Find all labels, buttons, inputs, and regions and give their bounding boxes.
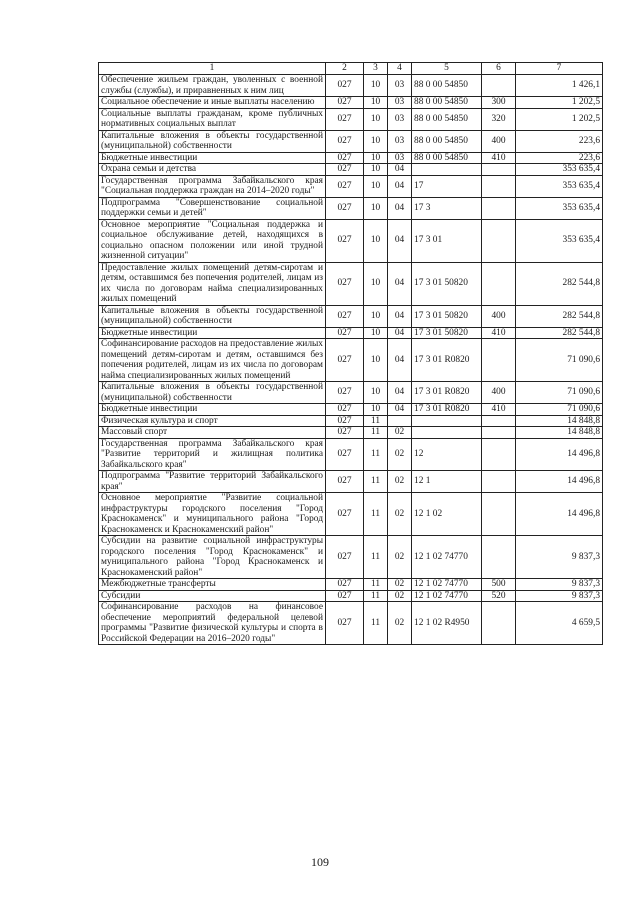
section-code-cell: 11 — [364, 536, 388, 579]
table-row — [99, 404, 603, 416]
expense-name-cell: Подпрограмма "Совершенствование социальной поддержки семьи и детей" — [99, 197, 326, 219]
expense-name-cell: Бюджетные инвестиции — [99, 404, 326, 416]
amount-cell: 14 496,8 — [516, 438, 603, 471]
section-code-cell: 10 — [364, 382, 388, 404]
expense-type-cell — [482, 175, 516, 197]
ministry-code-cell: 027 — [326, 382, 364, 404]
amount-cell: 1 426,1 — [516, 75, 603, 97]
table-row — [99, 305, 603, 327]
expense-type-cell — [482, 197, 516, 219]
expense-type-cell: 400 — [482, 305, 516, 327]
amount-cell: 9 837,3 — [516, 579, 603, 591]
expense-type-cell: 320 — [482, 108, 516, 130]
ministry-code-cell: 027 — [326, 590, 364, 602]
amount-cell: 1 202,5 — [516, 108, 603, 130]
section-code-cell: 10 — [364, 164, 388, 176]
budget-table — [98, 62, 603, 645]
subsection-code-cell: 02 — [388, 602, 412, 645]
table-row — [99, 219, 603, 262]
subsection-code-cell: 03 — [388, 130, 412, 152]
expense-name-cell: Подпрограмма "Развитие территорий Забайкальского края" — [99, 471, 326, 493]
amount-cell: 14 496,8 — [516, 471, 603, 493]
table-row — [99, 152, 603, 164]
subsection-code-cell: 04 — [388, 339, 412, 382]
ministry-code-cell: 027 — [326, 262, 364, 305]
expense-type-cell: 500 — [482, 579, 516, 591]
target-article-cell: 12 1 02 — [412, 493, 482, 536]
ministry-code-cell: 027 — [326, 197, 364, 219]
subsection-code-cell: 03 — [388, 97, 412, 109]
expense-type-cell — [482, 471, 516, 493]
amount-cell: 353 635,4 — [516, 219, 603, 262]
target-article-cell: 17 3 — [412, 197, 482, 219]
expense-name-cell: Государственная программа Забайкальского края "Социальная поддержка граждан на 2014–2020 годы" — [99, 175, 326, 197]
section-code-cell: 10 — [364, 108, 388, 130]
expense-name-cell: Капитальные вложения в объекты государственной (муниципальной) собственности — [99, 305, 326, 327]
target-article-cell: 88 0 00 54850 — [412, 75, 482, 97]
subsection-code-cell: 04 — [388, 327, 412, 339]
amount-cell: 1 202,5 — [516, 97, 603, 109]
target-article-cell: 88 0 00 54850 — [412, 97, 482, 109]
target-article-cell: 17 3 01 R0820 — [412, 382, 482, 404]
target-article-cell: 12 — [412, 438, 482, 471]
subsection-code-cell: 04 — [388, 404, 412, 416]
ministry-code-cell: 027 — [326, 602, 364, 645]
ministry-code-cell: 027 — [326, 327, 364, 339]
ministry-code-cell: 027 — [326, 427, 364, 439]
subsection-code-cell: 04 — [388, 175, 412, 197]
table-row — [99, 327, 603, 339]
expense-name-cell: Бюджетные инвестиции — [99, 327, 326, 339]
table-row — [99, 602, 603, 645]
section-code-cell: 11 — [364, 415, 388, 427]
expense-name-cell: Массовый спорт — [99, 427, 326, 439]
expense-name-cell: Бюджетные инвестиции — [99, 152, 326, 164]
expense-type-cell — [482, 339, 516, 382]
expense-name-cell: Социальные выплаты гражданам, кроме публичных нормативных социальных выплат — [99, 108, 326, 130]
expense-name-cell: Социальное обеспечение и иные выплаты населению — [99, 97, 326, 109]
expense-type-cell — [482, 75, 516, 97]
subsection-code-cell: 04 — [388, 382, 412, 404]
expense-type-cell: 410 — [482, 152, 516, 164]
subsection-code-cell: 02 — [388, 590, 412, 602]
expense-type-cell — [482, 493, 516, 536]
expense-name-cell: Основное мероприятие "Развитие социальной инфраструктуры городского поселения "Город Краснокаменск" и муниципального района "Город Краснокаменск и Краснокаменский район" — [99, 493, 326, 536]
target-article-cell — [412, 164, 482, 176]
expense-type-cell — [482, 219, 516, 262]
ministry-code-cell: 027 — [326, 404, 364, 416]
page-number: 109 — [311, 855, 329, 869]
table-row — [99, 75, 603, 97]
subsection-code-cell: 04 — [388, 197, 412, 219]
header-row — [99, 63, 603, 75]
subsection-code-cell — [388, 415, 412, 427]
ministry-code-cell: 027 — [326, 339, 364, 382]
table-row — [99, 97, 603, 109]
table-row — [99, 164, 603, 176]
table-row — [99, 427, 603, 439]
header-cell: 7 — [516, 63, 603, 75]
expense-name-cell: Государственная программа Забайкальского края "Развитие территорий и жилищная политика Забайкальского края" — [99, 438, 326, 471]
ministry-code-cell: 027 — [326, 75, 364, 97]
table-row — [99, 130, 603, 152]
section-code-cell: 10 — [364, 152, 388, 164]
amount-cell: 71 090,6 — [516, 339, 603, 382]
section-code-cell: 11 — [364, 438, 388, 471]
amount-cell: 282 544,8 — [516, 305, 603, 327]
expense-type-cell: 520 — [482, 590, 516, 602]
expense-name-cell: Основное мероприятие "Социальная поддержка и социальное обслуживание детей, находящихся в социально опасном положении или иной трудной жизненной ситуации" — [99, 219, 326, 262]
amount-cell: 223,6 — [516, 130, 603, 152]
ministry-code-cell: 027 — [326, 175, 364, 197]
header-cell: 6 — [482, 63, 516, 75]
ministry-code-cell: 027 — [326, 164, 364, 176]
expense-type-cell: 300 — [482, 97, 516, 109]
header-cell: 1 — [99, 63, 326, 75]
expense-type-cell — [482, 438, 516, 471]
expense-name-cell: Субсидии на развитие социальной инфраструктуры городского поселения "Город Краснокаменск" и муниципального района "Город Краснокаменск и Краснокаменский район" — [99, 536, 326, 579]
section-code-cell: 10 — [364, 404, 388, 416]
subsection-code-cell: 02 — [388, 536, 412, 579]
subsection-code-cell: 02 — [388, 579, 412, 591]
target-article-cell: 88 0 00 54850 — [412, 130, 482, 152]
expense-name-cell: Физическая культура и спорт — [99, 415, 326, 427]
amount-cell: 14 848,8 — [516, 415, 603, 427]
section-code-cell: 11 — [364, 471, 388, 493]
table-row — [99, 108, 603, 130]
header-cell: 4 — [388, 63, 412, 75]
amount-cell: 71 090,6 — [516, 404, 603, 416]
subsection-code-cell: 04 — [388, 262, 412, 305]
table-row — [99, 536, 603, 579]
section-code-cell: 10 — [364, 97, 388, 109]
ministry-code-cell: 027 — [326, 471, 364, 493]
section-code-cell: 10 — [364, 262, 388, 305]
expense-type-cell — [482, 415, 516, 427]
expense-type-cell: 400 — [482, 382, 516, 404]
target-article-cell: 17 3 01 50820 — [412, 262, 482, 305]
section-code-cell: 10 — [364, 327, 388, 339]
target-article-cell: 88 0 00 54850 — [412, 108, 482, 130]
expense-name-cell: Софинансирование расходов на предоставление жилых помещений детям-сиротам и детям, оставшимся без попечения родителей, лицам из их числа по договорам найма специализированных жилых помещений — [99, 339, 326, 382]
ministry-code-cell: 027 — [326, 305, 364, 327]
amount-cell: 353 635,4 — [516, 175, 603, 197]
section-code-cell: 10 — [364, 75, 388, 97]
table-row — [99, 438, 603, 471]
target-article-cell: 88 0 00 54850 — [412, 152, 482, 164]
ministry-code-cell: 027 — [326, 130, 364, 152]
expense-type-cell — [482, 262, 516, 305]
table-row — [99, 493, 603, 536]
target-article-cell: 12 1 02 74770 — [412, 590, 482, 602]
section-code-cell: 11 — [364, 427, 388, 439]
expense-type-cell: 410 — [482, 327, 516, 339]
amount-cell: 353 635,4 — [516, 197, 603, 219]
section-code-cell: 10 — [364, 197, 388, 219]
target-article-cell: 17 3 01 50820 — [412, 305, 482, 327]
target-article-cell: 17 3 01 — [412, 219, 482, 262]
section-code-cell: 11 — [364, 602, 388, 645]
target-article-cell: 12 1 02 74770 — [412, 579, 482, 591]
table-row — [99, 382, 603, 404]
amount-cell: 4 659,5 — [516, 602, 603, 645]
subsection-code-cell: 02 — [388, 427, 412, 439]
expense-name-cell: Софинансирование расходов на финансовое обеспечение мероприятий федеральной целевой программы "Развитие физической культуры и спорта в Российской Федерации на 2016–2020 годы" — [99, 602, 326, 645]
expense-name-cell: Обеспечение жильем граждан, уволенных с военной службы (службы), и приравненных к ним лиц — [99, 75, 326, 97]
section-code-cell: 10 — [364, 175, 388, 197]
target-article-cell: 17 3 01 R0820 — [412, 339, 482, 382]
amount-cell: 14 496,8 — [516, 493, 603, 536]
section-code-cell: 10 — [364, 305, 388, 327]
expense-type-cell: 410 — [482, 404, 516, 416]
ministry-code-cell: 027 — [326, 108, 364, 130]
amount-cell: 353 635,4 — [516, 164, 603, 176]
section-code-cell: 11 — [364, 590, 388, 602]
amount-cell: 9 837,3 — [516, 590, 603, 602]
target-article-cell: 12 1 02 R4950 — [412, 602, 482, 645]
expense-name-cell: Капитальные вложения в объекты государственной (муниципальной) собственности — [99, 382, 326, 404]
expense-type-cell — [482, 164, 516, 176]
ministry-code-cell: 027 — [326, 579, 364, 591]
expense-type-cell — [482, 536, 516, 579]
target-article-cell: 17 3 01 50820 — [412, 327, 482, 339]
table-row — [99, 471, 603, 493]
target-article-cell: 17 3 01 R0820 — [412, 404, 482, 416]
expense-name-cell: Предоставление жилых помещений детям-сиротам и детям, оставшимся без попечения родителей, лицам из их числа по договорам найма специализированных жилых помещений — [99, 262, 326, 305]
expense-name-cell: Субсидии — [99, 590, 326, 602]
subsection-code-cell: 04 — [388, 305, 412, 327]
ministry-code-cell: 027 — [326, 415, 364, 427]
amount-cell: 223,6 — [516, 152, 603, 164]
table-row — [99, 197, 603, 219]
section-code-cell: 11 — [364, 493, 388, 536]
subsection-code-cell: 02 — [388, 438, 412, 471]
table-row — [99, 415, 603, 427]
ministry-code-cell: 027 — [326, 493, 364, 536]
subsection-code-cell: 02 — [388, 471, 412, 493]
amount-cell: 14 848,8 — [516, 427, 603, 439]
expense-name-cell: Межбюджетные трансферты — [99, 579, 326, 591]
table-row — [99, 339, 603, 382]
subsection-code-cell: 03 — [388, 75, 412, 97]
subsection-code-cell: 03 — [388, 108, 412, 130]
expense-name-cell: Капитальные вложения в объекты государственной (муниципальной) собственности — [99, 130, 326, 152]
table-row — [99, 579, 603, 591]
subsection-code-cell: 04 — [388, 164, 412, 176]
target-article-cell — [412, 415, 482, 427]
table-row — [99, 175, 603, 197]
table-row — [99, 590, 603, 602]
table-row — [99, 262, 603, 305]
section-code-cell: 11 — [364, 579, 388, 591]
header-cell: 2 — [326, 63, 364, 75]
section-code-cell: 10 — [364, 130, 388, 152]
expense-name-cell: Охрана семьи и детства — [99, 164, 326, 176]
amount-cell: 282 544,8 — [516, 327, 603, 339]
subsection-code-cell: 02 — [388, 493, 412, 536]
ministry-code-cell: 027 — [326, 536, 364, 579]
header-cell: 5 — [412, 63, 482, 75]
amount-cell: 9 837,3 — [516, 536, 603, 579]
ministry-code-cell: 027 — [326, 97, 364, 109]
header-cell: 3 — [364, 63, 388, 75]
target-article-cell: 12 1 02 74770 — [412, 536, 482, 579]
target-article-cell — [412, 427, 482, 439]
ministry-code-cell: 027 — [326, 219, 364, 262]
section-code-cell: 10 — [364, 219, 388, 262]
expense-type-cell: 400 — [482, 130, 516, 152]
amount-cell: 71 090,6 — [516, 382, 603, 404]
target-article-cell: 17 — [412, 175, 482, 197]
subsection-code-cell: 03 — [388, 152, 412, 164]
subsection-code-cell: 04 — [388, 219, 412, 262]
expense-type-cell — [482, 602, 516, 645]
target-article-cell: 12 1 — [412, 471, 482, 493]
section-code-cell: 10 — [364, 339, 388, 382]
ministry-code-cell: 027 — [326, 152, 364, 164]
expense-type-cell — [482, 427, 516, 439]
amount-cell: 282 544,8 — [516, 262, 603, 305]
ministry-code-cell: 027 — [326, 438, 364, 471]
